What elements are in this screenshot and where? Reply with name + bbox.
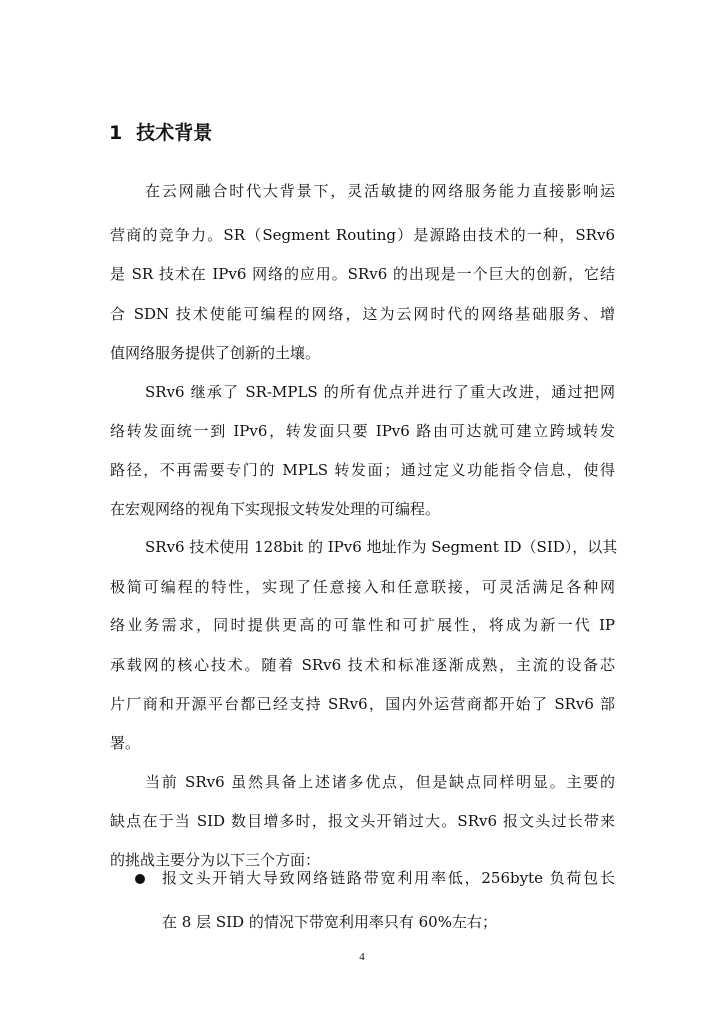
paragraph-line: 营商的竞争力。SR（Segment Routing）是源路由技术的一种，SRv6 <box>110 226 615 244</box>
section-title: 技术背景 <box>136 122 213 144</box>
paragraph-line: 承载网的核心技术。随着 SRv6 技术和标准逐渐成熟，主流的设备芯 <box>110 656 615 674</box>
bullet-icon <box>135 874 145 884</box>
paragraph-line: 络业务需求，同时提供更高的可靠性和可扩展性，将成为新一代 IP <box>110 616 615 634</box>
page-number: 4 <box>359 951 365 963</box>
section-heading <box>109 119 212 147</box>
paragraph-line: 合 SDN 技术使能可编程的网络，这为云网时代的网络基础服务、增 <box>110 305 615 323</box>
paragraph-line: 缺点在于当 SID 数目增多时，报文头开销过大。SRv6 报文头过长带来 <box>110 812 615 830</box>
bullet-item-line: 报文头开销大导致网络链路带宽利用率低，256byte 负荷包长 <box>162 869 615 887</box>
paragraph-line: 是 SR 技术在 IPv6 网络的应用。SRv6 的出现是一个巨大的创新，它结 <box>110 265 615 283</box>
paragraph-line: 署。 <box>110 734 141 752</box>
bullet-item-line: 在 8 层 SID 的情况下带宽利用率只有 60%左右； <box>162 913 497 931</box>
paragraph-line: 在云网融合时代大背景下，灵活敏捷的网络服务能力直接影响运 <box>145 182 615 200</box>
paragraph-line: 片厂商和开源平台都已经支持 SRv6，国内外运营商都开始了 SRv6 部 <box>110 695 615 713</box>
paragraph-line: 在宏观网络的视角下实现报文转发处理的可编程。 <box>110 500 441 518</box>
section-number: 1 <box>109 122 123 144</box>
paragraph-line: 值网络服务提供了创新的土壤。 <box>110 344 321 362</box>
paragraph-line: 当前 SRv6 虽然具备上述诸多优点，但是缺点同样明显。主要的 <box>145 773 615 791</box>
paragraph-line: 路径，不再需要专门的 MPLS 转发面；通过定义功能指令信息，使得 <box>110 461 615 479</box>
paragraph-line: 极简可编程的特性，实现了任意接入和任意联接，可灵活满足各种网 <box>110 578 615 596</box>
paragraph-line: 的挑战主要分为以下三个方面： <box>110 851 321 869</box>
paragraph-line: SRv6 继承了 SR-MPLS 的所有优点并进行了重大改进，通过把网 <box>145 383 615 401</box>
paragraph-line: SRv6 技术使用 128bit 的 IPv6 地址作为 Segment ID（SID），以其 <box>145 538 618 556</box>
paragraph-line: 络转发面统一到 IPv6，转发面只要 IPv6 路由可达就可建立跨域转发 <box>110 422 615 440</box>
